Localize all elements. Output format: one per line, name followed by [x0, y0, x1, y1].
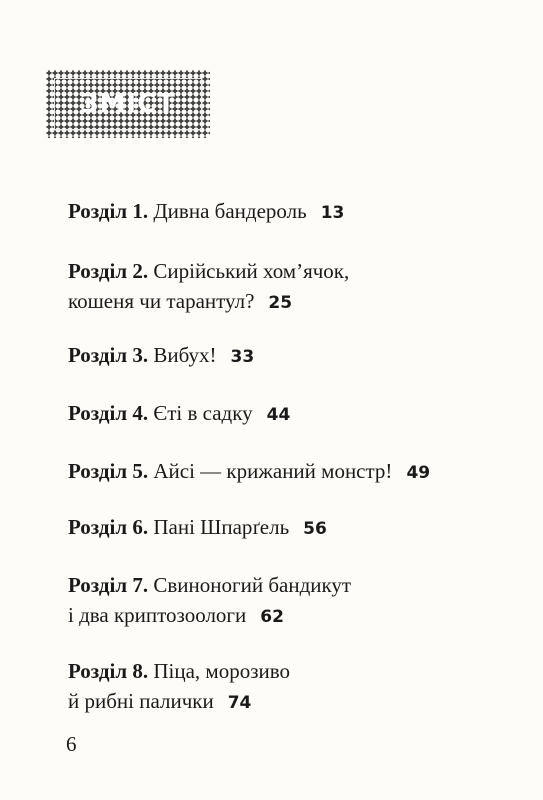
chapter-page: 33 — [230, 347, 255, 367]
toc-entry-3[interactable] — [68, 340, 254, 372]
chapter-title: Дивна бандероль — [153, 199, 307, 223]
chapter-page: 44 — [266, 405, 291, 425]
chapter-title-line-2: і два криптозоологи — [68, 603, 247, 627]
chapter-title-line-2: й рибні палички — [68, 689, 214, 713]
chapter-title: Пані Шпарґель — [153, 515, 290, 539]
toc-entry-1[interactable] — [68, 196, 344, 228]
toc-entry-4[interactable] — [68, 398, 290, 430]
chapter-label: Розділ 7. — [68, 573, 149, 597]
chapter-title: Вибух! — [153, 343, 217, 367]
chapter-label: Розділ 3. — [68, 343, 149, 367]
chapter-page: 74 — [227, 693, 252, 713]
chapter-title: Єті в садку — [153, 401, 253, 425]
contents-heading: ЗМІСТ — [80, 89, 176, 119]
page-number: 6 — [66, 732, 77, 756]
chapter-label: Розділ 8. — [68, 659, 149, 683]
toc-entry-8[interactable] — [68, 656, 290, 718]
toc-entry-7[interactable] — [68, 570, 351, 632]
chapter-label: Розділ 5. — [68, 459, 149, 483]
chapter-title-line-2: кошеня чи тарантул? — [68, 289, 255, 313]
chapter-label: Розділ 6. — [68, 515, 149, 539]
chapter-title-line-1: Сирійський хом’ячок, — [153, 259, 350, 283]
chapter-page: 56 — [303, 519, 327, 539]
toc-entry-5[interactable] — [68, 456, 430, 488]
chapter-label: Розділ 1. — [68, 199, 149, 223]
chapter-label: Розділ 4. — [68, 401, 149, 425]
chapter-page: 49 — [406, 463, 431, 483]
chapter-title: Айсі — крижаний монстр! — [153, 459, 393, 483]
chapter-page: 62 — [260, 607, 284, 627]
chapter-page: 13 — [320, 203, 345, 223]
toc-entry-6[interactable] — [68, 512, 327, 544]
toc-entry-2[interactable] — [68, 256, 349, 318]
chapter-label: Розділ 2. — [68, 259, 149, 283]
chapter-page: 25 — [268, 293, 293, 313]
chapter-title-line-1: Свиноногий бандикут — [153, 573, 352, 597]
chapter-title-line-1: Піца, морозиво — [153, 659, 291, 683]
